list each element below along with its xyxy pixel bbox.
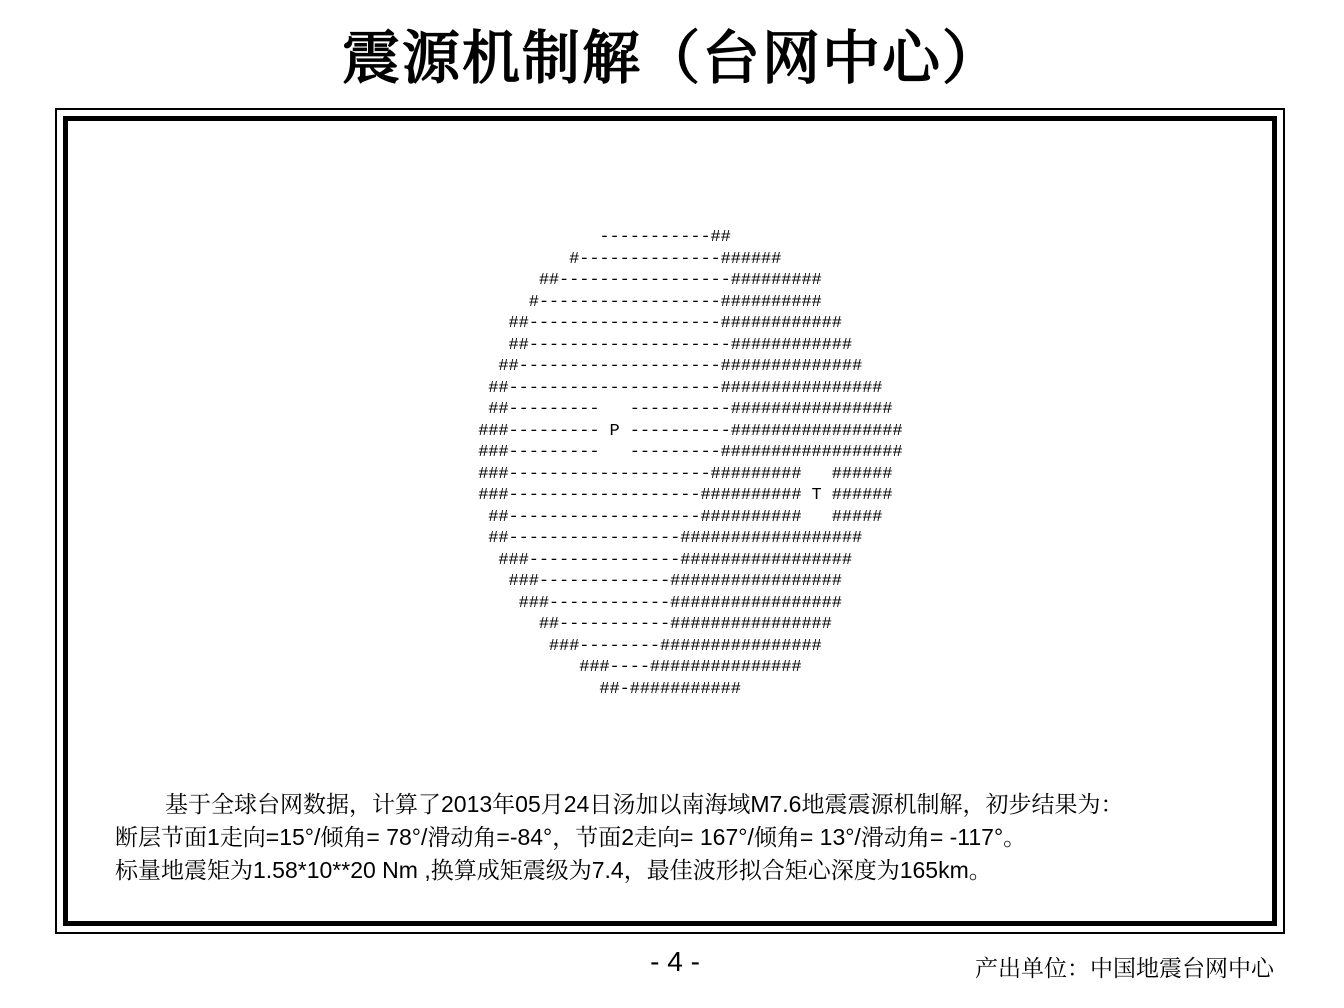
beachball-row: ##--------------------############: [508, 335, 852, 355]
beachball-row: -----------##: [599, 228, 731, 247]
beachball-row: ###---------------#################: [498, 550, 852, 570]
beachball-row: ###------------#################: [518, 593, 842, 613]
result-description: [115, 788, 1285, 887]
page-title: 震源机制解（台网中心）: [341, 24, 1002, 92]
description-line-2: 断层节面1走向=15°/倾角= 78°/滑动角=-84°，节面2走向= 167°/倾角= 13°/滑动角= -117°。: [115, 824, 1027, 850]
description-line-3: 标量地震矩为1.58*10**20 Nm ,换算成矩震级为7.4，最佳波形拟合矩心深度为165km。: [115, 857, 992, 883]
beachball-row: ##-----------################: [538, 615, 832, 634]
description-line-1: 基于全球台网数据，计算了2013年05月24日汤加以南海域M7.6地震震源机制解，初步结果为：: [165, 791, 1124, 817]
beachball-row: ##-###########: [599, 679, 741, 699]
producer-credit: 产出单位：中国地震台网中心: [975, 956, 1274, 982]
beachball-row: ###--------------------######### ######: [478, 464, 893, 484]
beachball-row: ##--------------------##############: [498, 357, 863, 376]
beachball-row: ##-------------------############: [508, 314, 842, 333]
beachball-row: ###--------- P ----------#################: [478, 421, 903, 441]
beachball-row: #------------------##########: [528, 292, 822, 312]
beachball-row: ##-----------------#########: [538, 271, 822, 290]
beachball-row: ###-------------------########## T ######: [478, 486, 893, 505]
beachball-row: ##-------------------########## #####: [488, 507, 883, 527]
beachball-row: ###----###############: [579, 658, 802, 677]
page-number: - 4 -: [650, 946, 700, 977]
beachball-row: ##---------------------################: [488, 378, 883, 398]
beachball-row: ##-----------------##################: [488, 529, 863, 548]
beachball-row: ###-------------#################: [508, 572, 842, 591]
beachball-row: #--------------######: [569, 249, 782, 269]
beachball-row: ##--------- ----------################: [488, 400, 893, 419]
beachball-row: ###--------- ---------##################: [478, 443, 903, 462]
focal-mechanism-beachball: [458, 227, 902, 700]
beachball-row: ###--------################: [548, 636, 822, 656]
